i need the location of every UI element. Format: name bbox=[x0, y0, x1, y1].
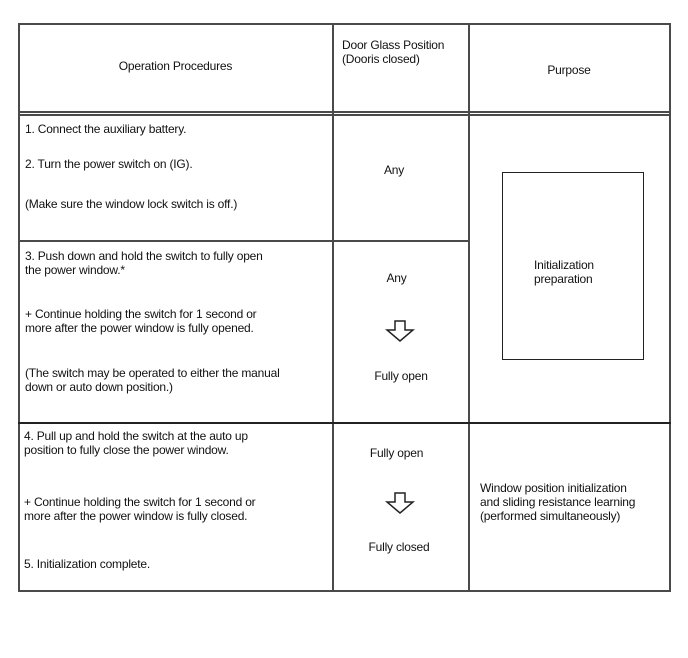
window-lock-note: (Make sure the window lock switch is off.) bbox=[25, 197, 238, 211]
down-arrow-icon bbox=[385, 320, 415, 342]
purpose-window-initialization-line-3: (performed simultaneously) bbox=[480, 509, 621, 523]
purpose-window-initialization-line-2: and sliding resistance learning bbox=[480, 495, 636, 509]
step-5-text: 5. Initialization complete. bbox=[24, 557, 151, 571]
row2-position-fully-open: Fully open bbox=[374, 369, 428, 383]
row3-position-fully-open: Fully open bbox=[369, 446, 424, 460]
header-operation-procedures: Operation Procedures bbox=[118, 59, 233, 73]
step-3-continue-line-2: more after the power window is fully opened. bbox=[25, 321, 254, 335]
header-divider-a bbox=[18, 111, 671, 113]
step-3-line-2: the power window.* bbox=[25, 263, 125, 277]
step-4-continue-line-1: + Continue holding the switch for 1 second or bbox=[24, 495, 256, 509]
step-4-line-2: position to fully close the power window. bbox=[24, 443, 229, 457]
row-divider-1 bbox=[18, 240, 469, 242]
purpose-window-initialization-line-1: Window position initialization bbox=[480, 481, 627, 495]
table-border-top bbox=[18, 23, 671, 25]
header-door-closed-note: (Dooris closed) bbox=[342, 52, 420, 66]
row2-position-any: Any bbox=[386, 271, 407, 285]
column-divider-2 bbox=[468, 23, 470, 591]
purpose-initialization-line-2: preparation bbox=[534, 272, 593, 286]
step-3-note-line-1: (The switch may be operated to either the manual bbox=[25, 366, 280, 380]
step-3-continue-line-1: + Continue holding the switch for 1 second or bbox=[25, 307, 257, 321]
header-divider-b bbox=[18, 114, 671, 116]
table-border-left bbox=[18, 23, 20, 591]
table-border-bottom bbox=[18, 590, 671, 592]
down-arrow-icon bbox=[385, 492, 415, 514]
row3-position-fully-closed: Fully closed bbox=[368, 540, 430, 554]
purpose-initialization-line-1: Initialization bbox=[534, 258, 594, 272]
row1-position-any: Any bbox=[383, 163, 405, 177]
column-divider-1 bbox=[332, 23, 334, 591]
header-door-glass-position: Door Glass Position bbox=[342, 38, 445, 52]
header-purpose: Purpose bbox=[547, 63, 591, 77]
step-1-text: 1. Connect the auxiliary battery. bbox=[25, 122, 187, 136]
step-2-text: 2. Turn the power switch on (IG). bbox=[25, 157, 193, 171]
row-divider-2 bbox=[18, 422, 671, 424]
step-3-note-line-2: down or auto down position.) bbox=[25, 380, 173, 394]
step-3-line-1: 3. Push down and hold the switch to fully open bbox=[25, 249, 263, 263]
step-4-continue-line-2: more after the power window is fully closed. bbox=[24, 509, 248, 523]
step-4-line-1: 4. Pull up and hold the switch at the auto up bbox=[24, 429, 248, 443]
table-border-right bbox=[669, 23, 671, 591]
